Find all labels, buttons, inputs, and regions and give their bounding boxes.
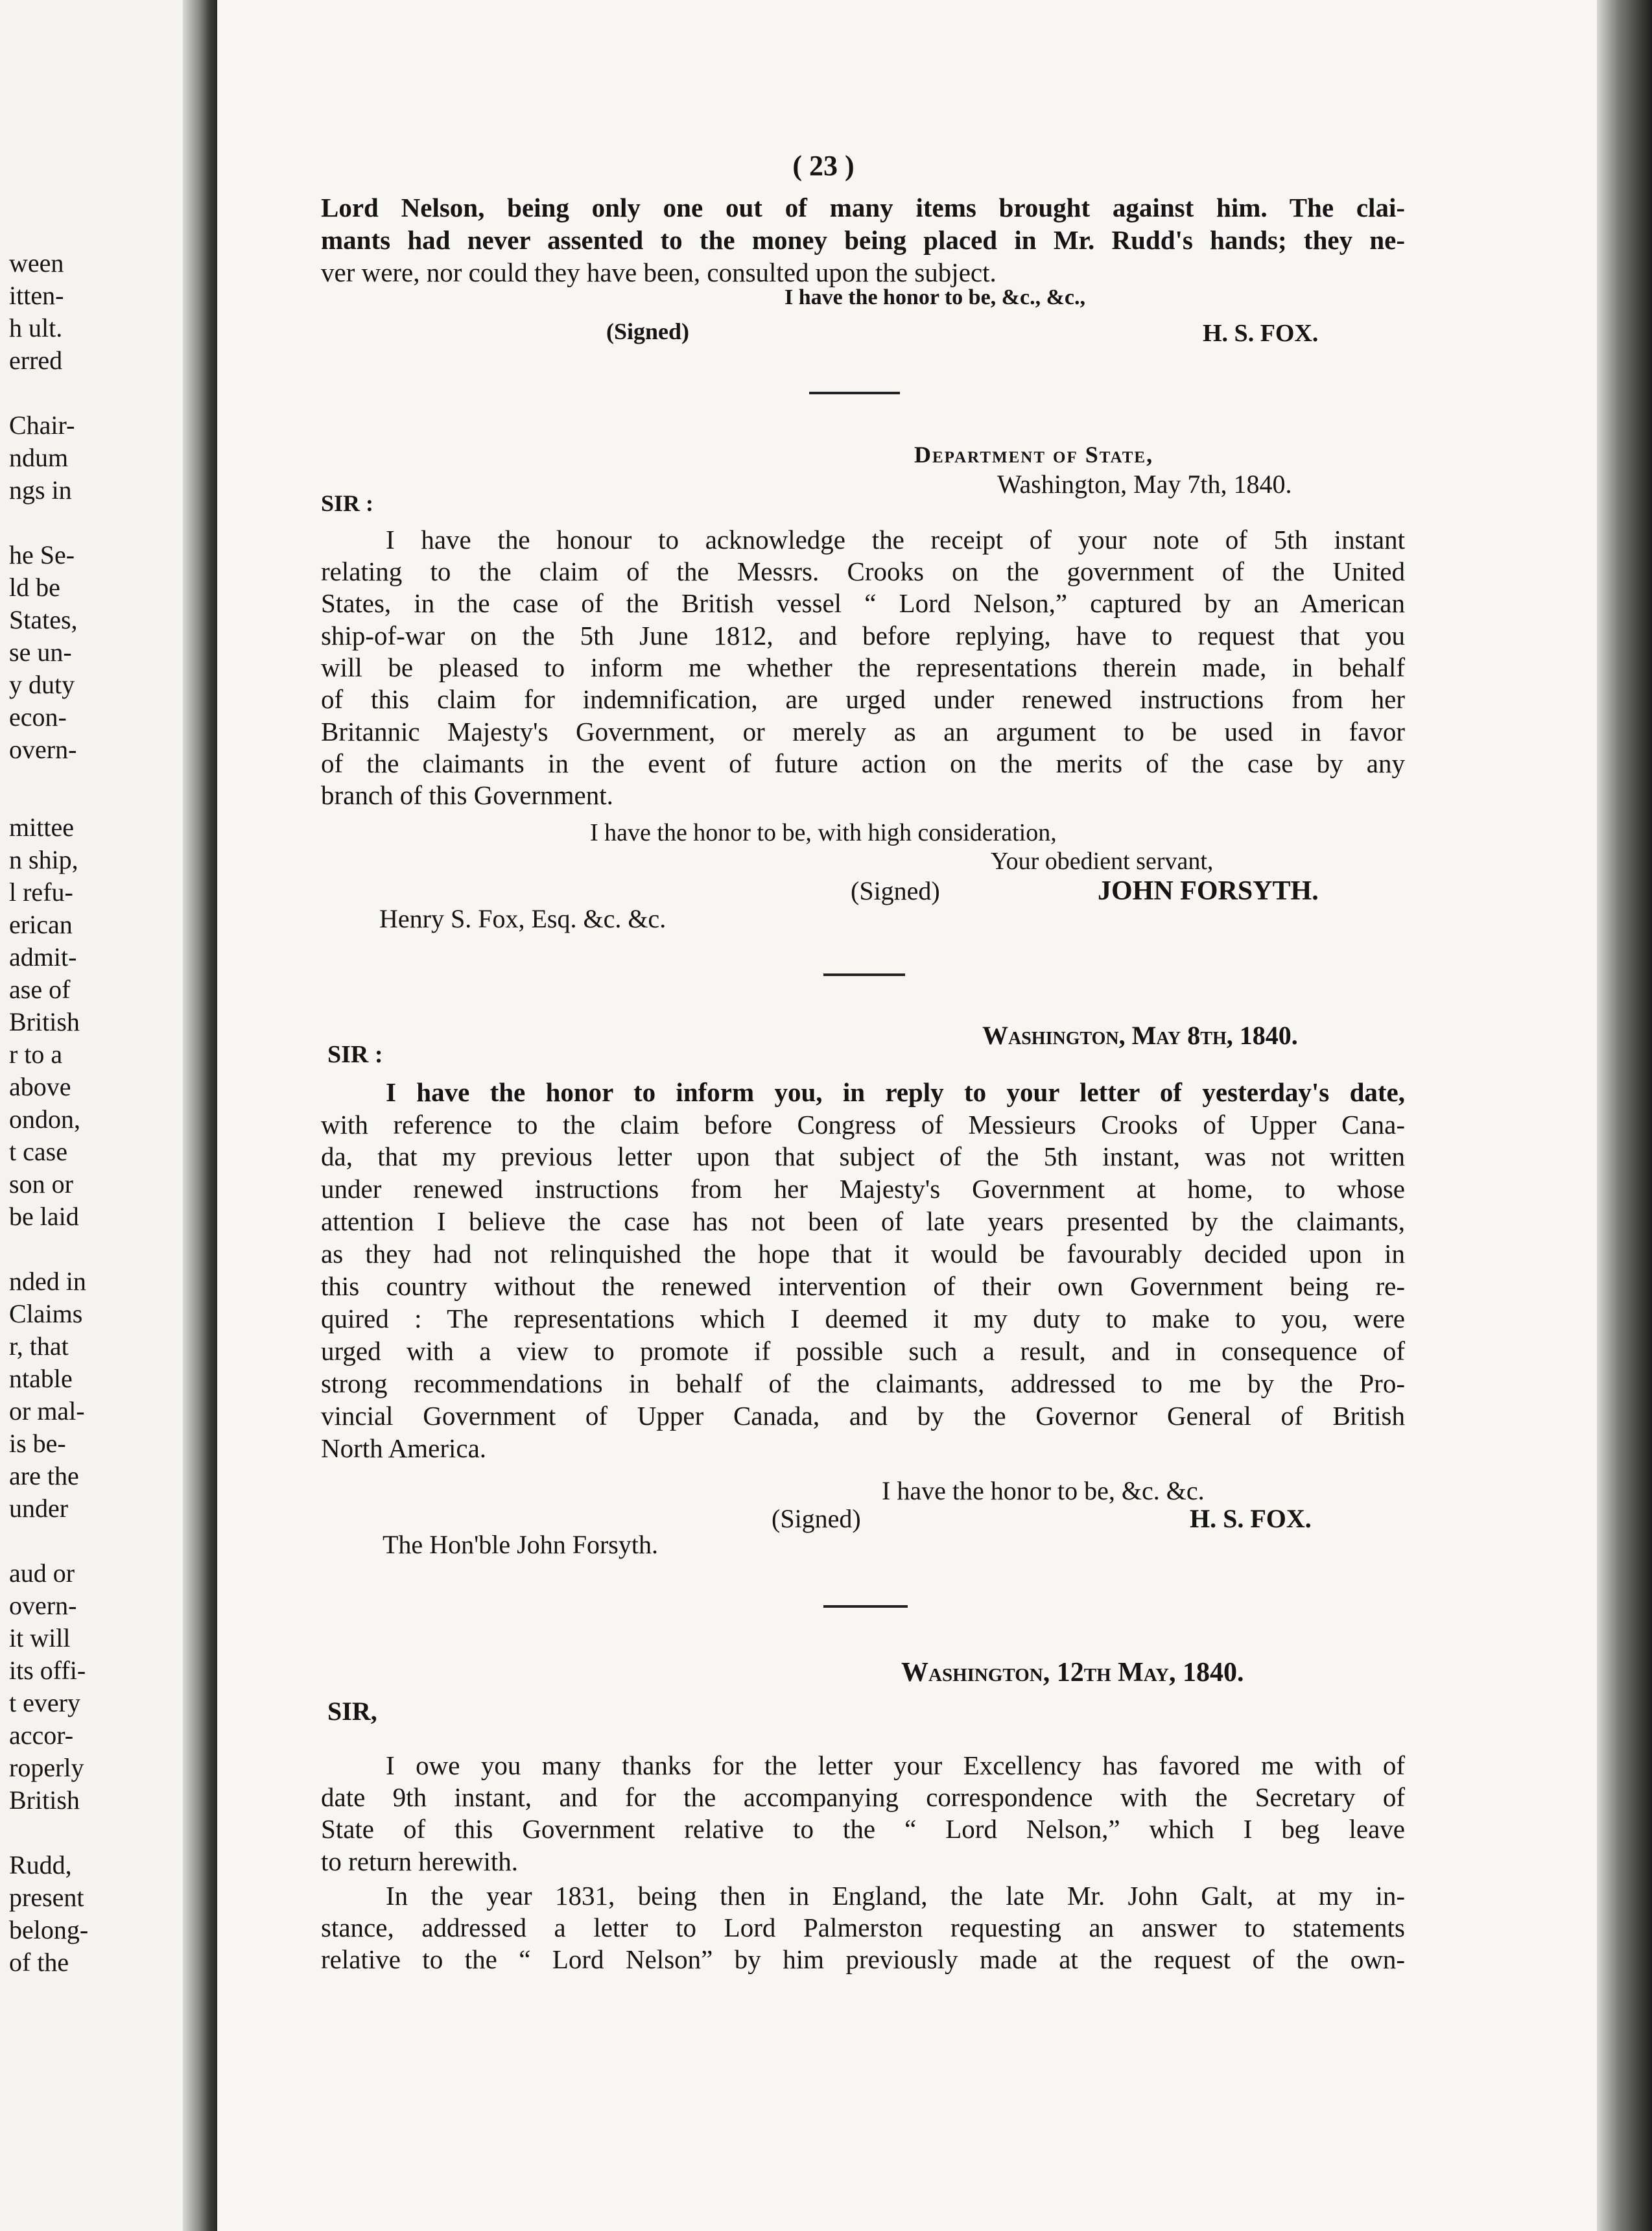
closing: I have the honor to be, &c., &c., bbox=[785, 285, 1085, 309]
letter-line: quired : The representations which I deemed it my duty to make to you, were bbox=[321, 1304, 1405, 1333]
facing-page-fragment: se un- bbox=[9, 638, 72, 667]
facing-page-fragment: present bbox=[9, 1883, 84, 1912]
book-gutter bbox=[183, 0, 222, 2231]
page-edge bbox=[1597, 0, 1652, 2231]
facing-page-fragment: overn- bbox=[9, 735, 77, 764]
facing-page-fragment: above bbox=[9, 1072, 71, 1101]
signed-label: (Signed) bbox=[606, 318, 690, 344]
place-date: Washington, May 7th, 1840. bbox=[997, 470, 1292, 499]
facing-page-fragment: ase of bbox=[9, 975, 71, 1004]
letter-line: date 9th instant, and for the accompanying correspondence with the Secretary of bbox=[321, 1782, 1405, 1812]
letter-line: as they had not relinquished the hope that it would be favourably decided upon in bbox=[321, 1239, 1405, 1269]
facing-page-fragment: ndum bbox=[9, 443, 69, 472]
facing-page-fragment: he Se- bbox=[9, 540, 75, 569]
facing-page-fragment: roperly bbox=[9, 1753, 84, 1782]
facing-page-fragment: States, bbox=[9, 605, 78, 634]
signed-label: (Signed) bbox=[772, 1504, 861, 1533]
facing-page-fragment: admit- bbox=[9, 942, 77, 972]
facing-page bbox=[0, 0, 192, 2231]
letter-line: to return herewith. bbox=[321, 1846, 518, 1876]
letter-line: ship-of-war on the 5th June 1812, and before replying, have to request that you bbox=[321, 621, 1405, 650]
letter-line: under renewed instructions from her Majesty's Government at home, to whose bbox=[321, 1174, 1405, 1204]
signer: JOHN FORSYTH. bbox=[1098, 876, 1319, 906]
facing-page-fragment: erican bbox=[9, 910, 73, 939]
facing-page-fragment: mittee bbox=[9, 813, 74, 842]
letter-line: Britannic Majesty's Government, or merely as an argument to be used in favor bbox=[321, 717, 1405, 746]
letter-line: stance, addressed a letter to Lord Palmerston requesting an answer to statements bbox=[321, 1913, 1405, 1942]
place-date: Washington, 12th May, 1840. bbox=[901, 1658, 1244, 1688]
letter-line: In the year 1831, being then in England, the late Mr. John Galt, at my in- bbox=[386, 1881, 1405, 1911]
facing-page-fragment: ween bbox=[9, 248, 64, 278]
closing: Your obedient servant, bbox=[991, 848, 1214, 875]
salutation: SIR, bbox=[327, 1697, 377, 1726]
closing: I have the honor to be, with high consideration, bbox=[590, 819, 1057, 846]
letter-line: I have the honour to acknowledge the receipt of your note of 5th instant bbox=[386, 525, 1405, 555]
letter-line: with reference to the claim before Congress of Messieurs Crooks of Upper Cana- bbox=[321, 1110, 1405, 1139]
addressee: Henry S. Fox, Esq. &c. &c. bbox=[379, 904, 667, 933]
letter-line: branch of this Government. bbox=[321, 780, 613, 810]
letter-line: attention I believe the case has not been of late years presented by the claimants, bbox=[321, 1206, 1405, 1236]
page-number: ( 23 ) bbox=[792, 150, 855, 182]
facing-page-fragment: ld be bbox=[9, 573, 60, 602]
facing-page-fragment: r to a bbox=[9, 1040, 63, 1069]
facing-page-fragment: ngs in bbox=[9, 475, 72, 505]
letter-line: urged with a view to promote if possible such a result, and in consequence of bbox=[321, 1336, 1405, 1366]
facing-page-fragment: y duty bbox=[9, 670, 75, 699]
signer: H. S. FOX. bbox=[1190, 1504, 1312, 1533]
facing-page-fragment: t every bbox=[9, 1688, 80, 1717]
facing-page-fragment: h ult. bbox=[9, 313, 63, 342]
facing-page-fragment: under bbox=[9, 1494, 69, 1523]
facing-page-fragment: accor- bbox=[9, 1721, 74, 1750]
letter-line: will be pleased to inform me whether the representations therein made, in behalf bbox=[321, 652, 1405, 682]
salutation: SIR : bbox=[327, 1041, 383, 1068]
divider bbox=[809, 392, 900, 394]
letter-line: I owe you many thanks for the letter your Excellency has favored me with of bbox=[386, 1750, 1405, 1780]
facing-page-fragment: erred bbox=[9, 346, 63, 375]
facing-page-fragment: is be- bbox=[9, 1429, 66, 1458]
place-date: Washington, May 8th, 1840. bbox=[982, 1021, 1298, 1050]
facing-page-fragment: belong- bbox=[9, 1915, 89, 1944]
closing: I have the honor to be, &c. &c. bbox=[882, 1476, 1205, 1505]
letter-line: State of this Government relative to the “ Lord Nelson,” which I beg leave bbox=[321, 1814, 1405, 1844]
facing-page-fragment: Rudd, bbox=[9, 1850, 72, 1879]
letter-line: strong recommendations in behalf of the claimants, addressed to me by the Pro- bbox=[321, 1368, 1405, 1398]
facing-page-fragment: Chair- bbox=[9, 411, 75, 440]
facing-page-fragment: are the bbox=[9, 1461, 79, 1490]
facing-page-fragment: Claims bbox=[9, 1299, 83, 1328]
facing-page-fragment: econ- bbox=[9, 702, 67, 732]
signed-label: (Signed) bbox=[851, 876, 940, 905]
letter-line: relative to the “ Lord Nelson” by him previously made at the request of the own- bbox=[321, 1944, 1405, 1974]
facing-page-fragment: be laid bbox=[9, 1202, 79, 1231]
letter-line: States, in the case of the British vessel “ Lord Nelson,” captured by an American bbox=[321, 588, 1405, 618]
facing-page-fragment: ntable bbox=[9, 1364, 73, 1393]
signer: H. S. FOX. bbox=[1203, 320, 1319, 347]
facing-page-fragment: nded in bbox=[9, 1267, 86, 1296]
facing-page-fragment: overn- bbox=[9, 1591, 77, 1620]
addressee: The Hon'ble John Forsyth. bbox=[383, 1530, 658, 1559]
letter-line: this country without the renewed intervention of their own Government being re- bbox=[321, 1271, 1405, 1301]
continuation-line: mants had never assented to the money being placed in Mr. Rudd's hands; they ne- bbox=[321, 225, 1405, 255]
letter-line: North America. bbox=[321, 1433, 487, 1463]
facing-page-fragment: or mal- bbox=[9, 1396, 85, 1426]
facing-page-fragment: British bbox=[9, 1007, 80, 1036]
continuation-line: Lord Nelson, being only one out of many items brought against him. The clai- bbox=[321, 193, 1405, 222]
department-heading: Department of State, bbox=[914, 442, 1154, 468]
facing-page-fragment: r, that bbox=[9, 1331, 69, 1361]
facing-page-fragment: t case bbox=[9, 1137, 67, 1166]
facing-page-fragment: aud or bbox=[9, 1558, 75, 1588]
facing-page-fragment: it will bbox=[9, 1623, 71, 1652]
letter-line: relating to the claim of the Messrs. Crooks on the government of the United bbox=[321, 556, 1405, 586]
facing-page-fragment: its offi- bbox=[9, 1656, 86, 1685]
facing-page-fragment: of the bbox=[9, 1948, 69, 1977]
facing-page-fragment: itten- bbox=[9, 281, 64, 310]
divider bbox=[823, 973, 905, 976]
facing-page-fragment: n ship, bbox=[9, 845, 78, 874]
facing-page-fragment: ondon, bbox=[9, 1104, 80, 1134]
letter-line: of the claimants in the event of future action on the merits of the case by any bbox=[321, 748, 1405, 778]
letter-line: vincial Government of Upper Canada, and by the Governor General of British bbox=[321, 1401, 1405, 1431]
facing-page-fragment: son or bbox=[9, 1169, 73, 1199]
continuation-line: ver were, nor could they have been, consulted upon the subject. bbox=[321, 257, 997, 287]
letter-line: da, that my previous letter upon that subject of the 5th instant, was not written bbox=[321, 1141, 1405, 1171]
facing-page-fragment: l refu- bbox=[9, 877, 73, 907]
letter-line: of this claim for indemnification, are urged under renewed instructions from her bbox=[321, 684, 1405, 714]
letter-line: I have the honor to inform you, in reply to your letter of yesterday's date, bbox=[386, 1077, 1405, 1107]
salutation: SIR : bbox=[321, 490, 374, 516]
facing-page-fragment: British bbox=[9, 1785, 80, 1815]
divider bbox=[823, 1605, 908, 1608]
